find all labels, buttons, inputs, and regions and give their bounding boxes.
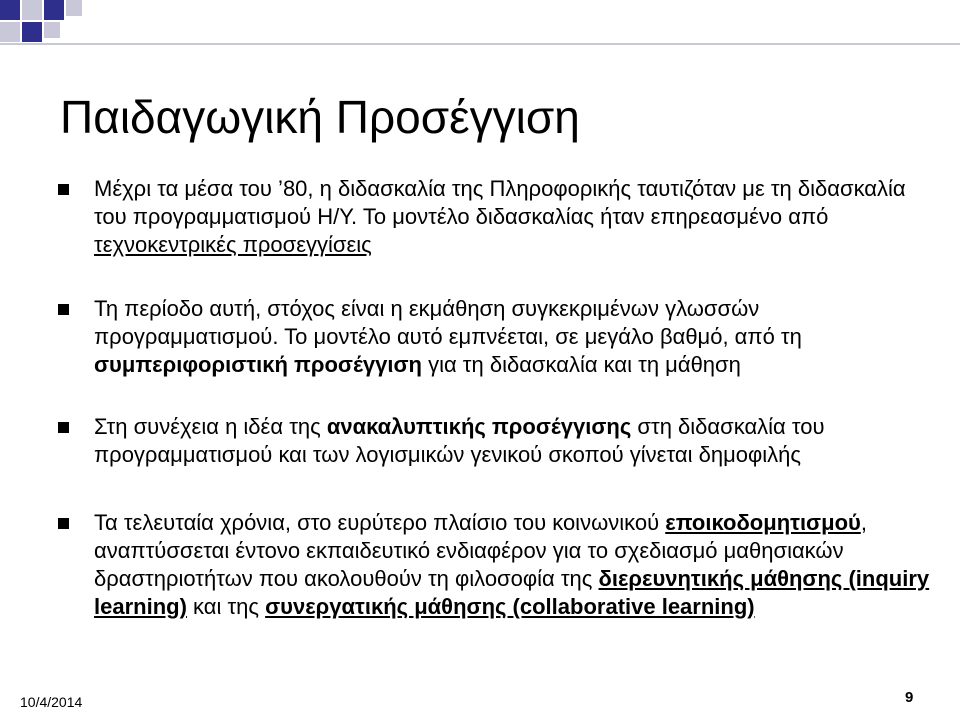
- bullet-item: [58, 295, 938, 379]
- bullet-item: [58, 175, 938, 259]
- emphasis-bold-underlined: εποικοδομητισμού: [665, 510, 861, 535]
- bullet-text: Στη συνέχεια η ιδέα της: [94, 414, 327, 439]
- emphasis-bold-underlined: διερευνητικής μάθησης (inquiry learning): [94, 566, 930, 619]
- bullet-list: [58, 175, 938, 657]
- slide-title: Παιδαγωγική Προσέγγιση: [60, 90, 580, 143]
- footer-date: 10/4/2014: [20, 694, 83, 710]
- bullet-text: Τη περίοδο αυτή, στόχος είναι η εκμάθηση συγκεκριμένων γλωσσών προγραμματισμού. Το μοντέλο αυτό εμπνέεται, σε μεγάλο βαθμό, από τη: [94, 296, 802, 349]
- bullet-text: για τη διδασκαλία και τη μάθηση: [421, 352, 741, 377]
- bullet-item: [58, 413, 938, 469]
- square-bullet-icon: [58, 518, 69, 529]
- bullet-item: [58, 509, 938, 621]
- page-number: 9: [905, 689, 914, 706]
- emphasis-bold: ανακαλυπτικής προσέγγισης: [326, 414, 632, 439]
- bullet-text: Τα τελευταία χρόνια, στο ευρύτερο πλαίσιο του κοινωνικού: [94, 510, 666, 535]
- square-bullet-icon: [58, 184, 69, 195]
- square-bullet-icon: [58, 422, 69, 433]
- square-bullet-icon: [58, 304, 69, 315]
- bullet-text: Μέχρι τα μέσα του ’80, η διδασκαλία της Πληροφορικής ταυτιζόταν με τη διδασκαλία του προγραμματισμού Η/Υ. Το μοντέλο διδασκαλίας ήταν επηρεασμένο από: [94, 176, 906, 229]
- title-divider: [0, 43, 960, 45]
- emphasis-bold-underlined: συνεργατικής μάθησης (collaborative learning): [265, 594, 755, 619]
- corner-decoration: [0, 0, 90, 60]
- emphasis-bold: συμπεριφοριστική προσέγγιση: [94, 352, 422, 377]
- bullet-text: και της: [186, 594, 266, 619]
- bullet-text: στη διδασκαλία του προγραμματισμού και των λογισμικών γενικού σκοπού γίνεται δημοφιλής: [94, 414, 825, 467]
- bullet-text: , αναπτύσσεται έντονο εκπαιδευτικό ενδιαφέρον για το σχεδιασμό μαθησιακών δραστηριοτήτων που ακολουθούν τη φιλοσοφία της: [94, 510, 867, 591]
- emphasis-underlined: τεχνοκεντρικές προσεγγίσεις: [94, 232, 372, 257]
